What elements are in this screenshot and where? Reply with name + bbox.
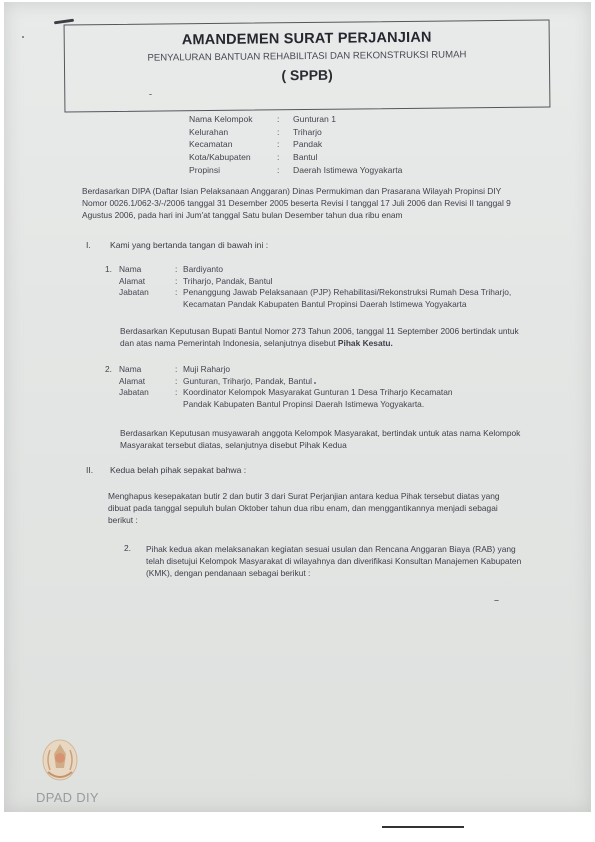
document-title: AMANDEMEN SURAT PERJANJIAN — [181, 29, 432, 49]
identity-label: Kelurahan — [189, 126, 229, 137]
paragraph-line: berikut : — [108, 515, 138, 525]
identity-row: Propinsi : Daerah Istimewa Yogyakarta — [189, 164, 403, 175]
emblem-logo — [40, 738, 80, 786]
identity-row: Kota/Kabupaten : Bantul — [189, 152, 318, 163]
party-2: 2. Nama : Muji Raharjo Alamat : Gunturan, Triharjo, Pandak, Bantul Jabatan : Koordinator Kelompok Masyarakat Gunturan 1 Desa Triharjo Kecamatan Pandak Kabupaten Bantul Propinsi Daerah Istimewa Yogyakarta. — [105, 364, 545, 410]
basis-line: Berdasarkan Keputusan Bupati Bantul Nomor 273 Tahun 2006, tanggal 11 September 2006 bertindak untuk — [120, 326, 519, 336]
identity-label: Nama Kelompok — [189, 114, 253, 125]
intro-line: Agustus 2006, pada hari ini Jum'at tanggal Satu bulan Desember tahun dua ribu enam — [82, 210, 403, 220]
identity-value: Pandak — [293, 139, 323, 150]
bottom-line — [382, 826, 464, 828]
intro-paragraph — [82, 185, 552, 221]
identity-value: Daerah Istimewa Yogyakarta — [293, 164, 403, 175]
identity-table — [189, 113, 402, 176]
party-label: Nama — [119, 264, 142, 274]
identity-value: Bantul — [293, 152, 318, 163]
item-line: telah disetujui Kelompok Masyarakat di wilayahnya dan diverifikasi Konsultan Manajemen Kabupaten — [146, 556, 522, 566]
identity-label: Kecamatan — [189, 139, 233, 150]
party-role: Pihak Kesatu. — [337, 338, 393, 348]
party-label: Alamat — [119, 375, 146, 386]
section-title: Kedua belah pihak sepakat bahwa : — [110, 465, 247, 475]
party-name: Bardiyanto — [183, 264, 224, 274]
watermark-text: DPAD DIY — [36, 790, 99, 805]
party-number: 2. — [105, 364, 112, 374]
intro-line: Nomor 0026.1/062-3/-/2006 tanggal 31 Desember 2005 beserta Revisi I tanggal 17 Juli 2006 dan Revisi II tanggal 9 — [82, 198, 511, 208]
party-label: Jabatan — [119, 387, 149, 397]
speck — [494, 600, 499, 601]
section-number: I. — [86, 240, 91, 250]
item-line: Pihak kedua akan melaksanakan kegiatan sesuai usulan dan Rencana Anggaran Biaya (RAB) yang — [146, 544, 516, 554]
identity-label: Propinsi — [189, 164, 221, 175]
party-address: Gunturan, Triharjo, Pandak, Bantul — [183, 375, 312, 386]
identity-value: Gunturan 1 — [293, 114, 336, 125]
identity-row: Kecamatan : Pandak — [189, 139, 323, 150]
item-number: 2. — [124, 543, 131, 553]
identity-value: Triharjo — [293, 126, 322, 137]
party-1-basis — [120, 325, 550, 349]
title-box — [64, 19, 551, 112]
party-2-basis — [120, 427, 550, 451]
basis-line: Masyarakat tersebut diatas, selanjutnya disebut — [120, 440, 300, 450]
section-1-heading — [86, 240, 268, 250]
section-number: II. — [86, 465, 94, 475]
party-label: Nama — [119, 364, 142, 374]
section-2-paragraph — [108, 490, 552, 526]
party-address: Triharjo, Pandak, Bantul — [183, 275, 273, 286]
party-number: 1. — [105, 264, 112, 274]
section-2-heading — [86, 465, 246, 475]
party-position: Pandak Kabupaten Bantul Propinsi Daerah Istimewa Yogyakarta. — [183, 398, 425, 409]
identity-row: Nama Kelompok : Gunturan 1 — [189, 114, 336, 125]
intro-line: Berdasarkan DIPA (Daftar Isian Pelaksanaan Anggaran) Dinas Permukiman dan Prasarana Wilayah Propinsi DIY — [82, 186, 502, 196]
paragraph-line: Menghapus kesepakatan butir 2 dan butir 3 dari Surat Perjanjian antara kedua Pihak tersebut diatas yang — [108, 491, 500, 501]
basis-line: Berdasarkan Keputusan musyawarah anggota Kelompok Masyarakat, bertindak untuk atas nama Kelompok — [120, 428, 521, 438]
paragraph-line: dibuat pada tanggal sepuluh bulan Oktober tahun dua ribu enam, dan menggantikannya menjadi sebagai — [108, 503, 498, 513]
section-title: Kami yang bertanda tangan di bawah ini : — [110, 240, 269, 250]
item-line: (KMK), dengan pendanaan sebagai berikut : — [146, 568, 311, 578]
party-position: Penanggung Jawab Pelaksanaan (PJP) Rehabilitasi/Rekonstruksi Rumah Desa Triharjo, — [183, 287, 512, 297]
section-2-item — [146, 543, 552, 579]
party-1: 1. Nama : Bardiyanto Alamat : Triharjo, Pandak, Bantul Jabatan : Penanggung Jawab Pelaksanaan (PJP) Rehabilitasi/Rekonstruksi Rumah Desa Triharjo, Kecamatan Pandak Kabupaten Bantul Propinsi Daerah Istimewa Yogyakarta — [105, 264, 545, 310]
party-label: Alamat — [119, 275, 146, 286]
party-role: Pihak Kedua — [299, 440, 347, 450]
identity-row: Kelurahan : Triharjo — [189, 126, 322, 137]
document-code: ( SPPB) — [281, 66, 333, 84]
party-position: Kecamatan Pandak Kabupaten Bantul Propinsi Daerah Istimewa Yogyakarta — [183, 298, 467, 309]
party-label: Jabatan — [119, 287, 149, 297]
basis-line: dan atas nama Pemerintah Indonesia, selanjutnya disebut — [120, 338, 338, 348]
document-subtitle: PENYALURAN BANTUAN REHABILITASI DAN REKONSTRUKSI RUMAH — [147, 49, 467, 64]
identity-label: Kota/Kabupaten — [189, 152, 251, 163]
party-name: Muji Raharjo — [183, 364, 231, 374]
party-position: Koordinator Kelompok Masyarakat Gunturan 1 Desa Triharjo Kecamatan — [183, 387, 453, 397]
speck — [22, 36, 24, 38]
